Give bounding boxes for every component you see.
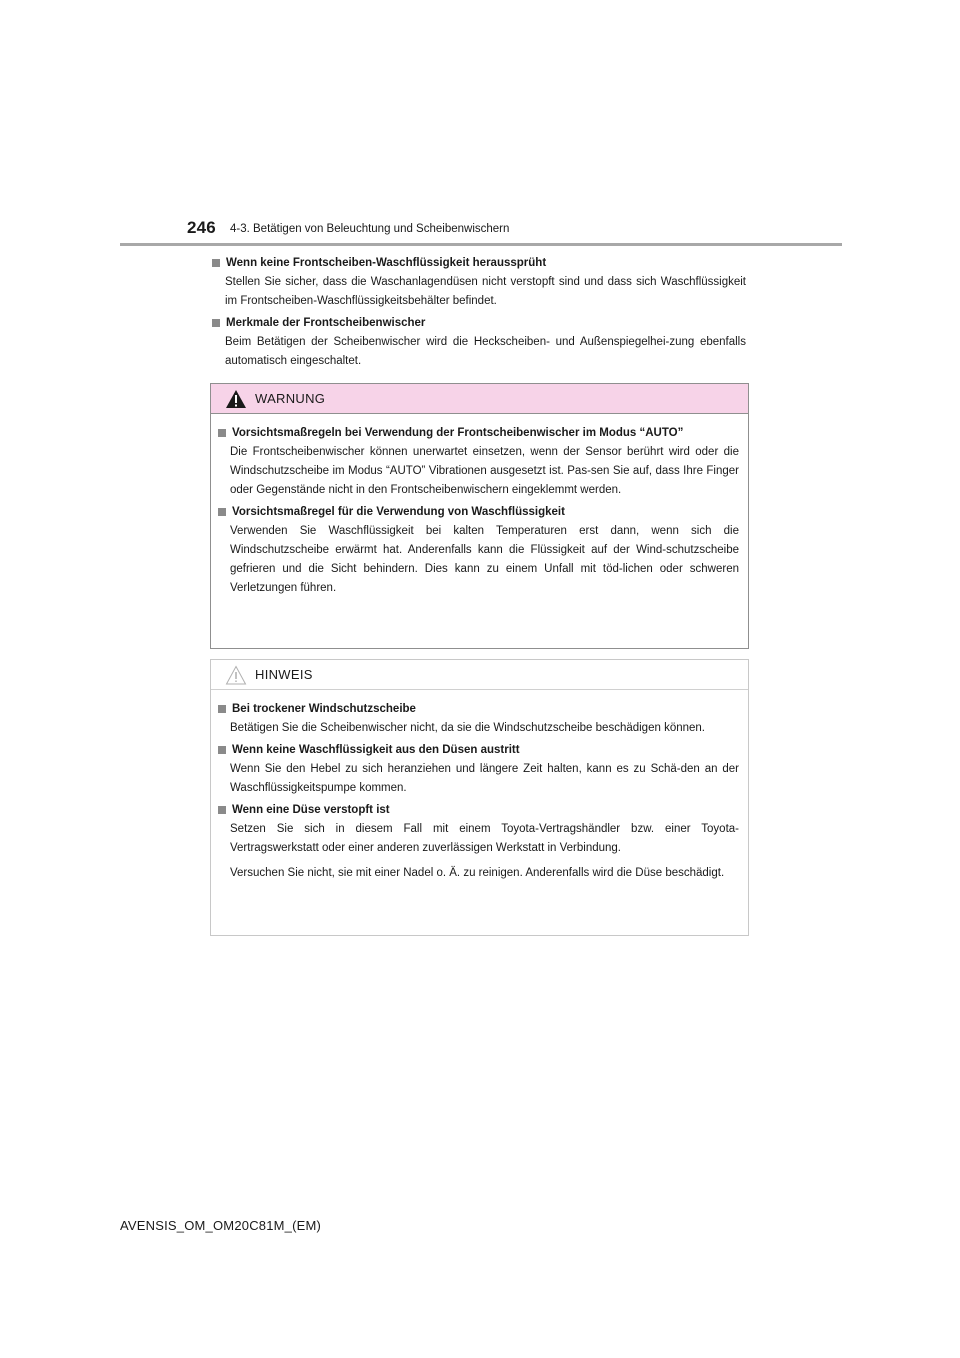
item-paragraph: Setzen Sie sich in diesem Fall mit einem Toyota-Vertragshändler bzw. einer Toyota-Vertragswerkstatt oder einer anderen zuverlässigen Werkstatt in Verbindung. <box>230 823 739 854</box>
item-paragraph: Betätigen Sie die Scheibenwischer nicht, da sie die Windschutzscheibe beschädigen können. <box>230 722 705 734</box>
warning-item-washer-fluid <box>218 503 739 598</box>
square-bullet-icon <box>212 319 220 327</box>
item-heading: Wenn keine Waschflüssigkeit aus den Düsen austritt <box>232 744 520 756</box>
warning-box-header <box>211 384 748 414</box>
item-heading: Bei trockener Windschutzscheibe <box>232 703 416 715</box>
item-heading: Vorsichtsmaßregel für die Verwendung von Waschflüssigkeit <box>232 506 565 518</box>
square-bullet-icon <box>218 806 226 814</box>
warning-label: WARNUNG <box>255 391 326 406</box>
intro-item-washer-fluid <box>212 254 746 311</box>
item-heading: Vorsichtsmaßregeln bei Verwendung der Frontscheibenwischer im Modus “AUTO” <box>232 427 684 439</box>
section-title: 4-3. Betätigen von Beleuchtung und Scheibenwischern <box>230 223 510 235</box>
square-bullet-icon <box>218 705 226 713</box>
square-bullet-icon <box>218 429 226 437</box>
item-heading: Wenn keine Frontscheiben-Waschflüssigkeit heraussprüht <box>226 257 547 269</box>
notice-item-dry-windshield <box>218 700 739 738</box>
item-paragraph: Wenn Sie den Hebel zu sich heranziehen und längere Zeit halten, kann es zu Schä-den an der Waschflüssigkeitspumpe kommen. <box>230 763 739 794</box>
notice-box-header <box>211 660 748 690</box>
warning-item-auto-mode <box>218 424 739 500</box>
item-heading: Merkmale der Frontscheibenwischer <box>226 317 426 329</box>
intro-item-wiper-features <box>212 314 746 371</box>
notice-item-clogged-nozzle <box>218 801 739 883</box>
notice-label: HINWEIS <box>255 667 313 682</box>
warning-box <box>210 383 749 649</box>
item-paragraph: Versuchen Sie nicht, sie mit einer Nadel o. Ä. zu reinigen. Anderenfalls wird die Düse beschädigt. <box>230 867 725 879</box>
item-heading: Wenn eine Düse verstopft ist <box>232 804 390 816</box>
square-bullet-icon <box>218 508 226 516</box>
warning-box-body <box>211 414 748 598</box>
header-rule <box>120 243 842 246</box>
item-paragraph: Verwenden Sie Waschflüssigkeit bei kalten Temperaturen erst dann, wenn sich die Windschutzscheibe erwärmt hat. Anderenfalls kann die Flüssigkeit auf der Wind-schutzscheibe gefrieren und die Sicht behindern. Dies kann zu einem Unfall mit töd-lichen oder schweren Verletzungen führen. <box>230 525 739 594</box>
square-bullet-icon <box>212 259 220 267</box>
footer-doc-id: AVENSIS_OM_OM20C81M_(EM) <box>120 1218 322 1233</box>
item-paragraph: Stellen Sie sicher, dass die Waschanlagendüsen nicht verstopft sind und dass sich Waschflüssigkeit im Frontscheiben-Waschflüssigkeitsbehälter befindet. <box>225 276 746 307</box>
notice-box-body <box>211 690 748 883</box>
page-number: 246 <box>187 218 216 237</box>
notice-item-no-fluid <box>218 741 739 798</box>
item-paragraph: Beim Betätigen der Scheibenwischer wird die Heckscheiben- und Außenspiegelhei-zung ebenfalls automatisch eingeschaltet. <box>225 336 746 367</box>
warning-triangle-icon <box>225 389 247 409</box>
notice-box <box>210 659 749 936</box>
square-bullet-icon <box>218 746 226 754</box>
item-paragraph: Die Frontscheibenwischer können unerwartet einsetzen, wenn der Sensor berührt wird oder die Windschutzscheibe im Modus “AUTO” Vibrationen ausgesetzt ist. Pas-sen Sie auf, dass Ihre Finger oder Gegenstände nicht in den Frontscheibenwischern eingeklemmt werden. <box>230 446 739 496</box>
caution-outline-triangle-icon <box>225 665 247 685</box>
intro-section <box>212 254 746 374</box>
